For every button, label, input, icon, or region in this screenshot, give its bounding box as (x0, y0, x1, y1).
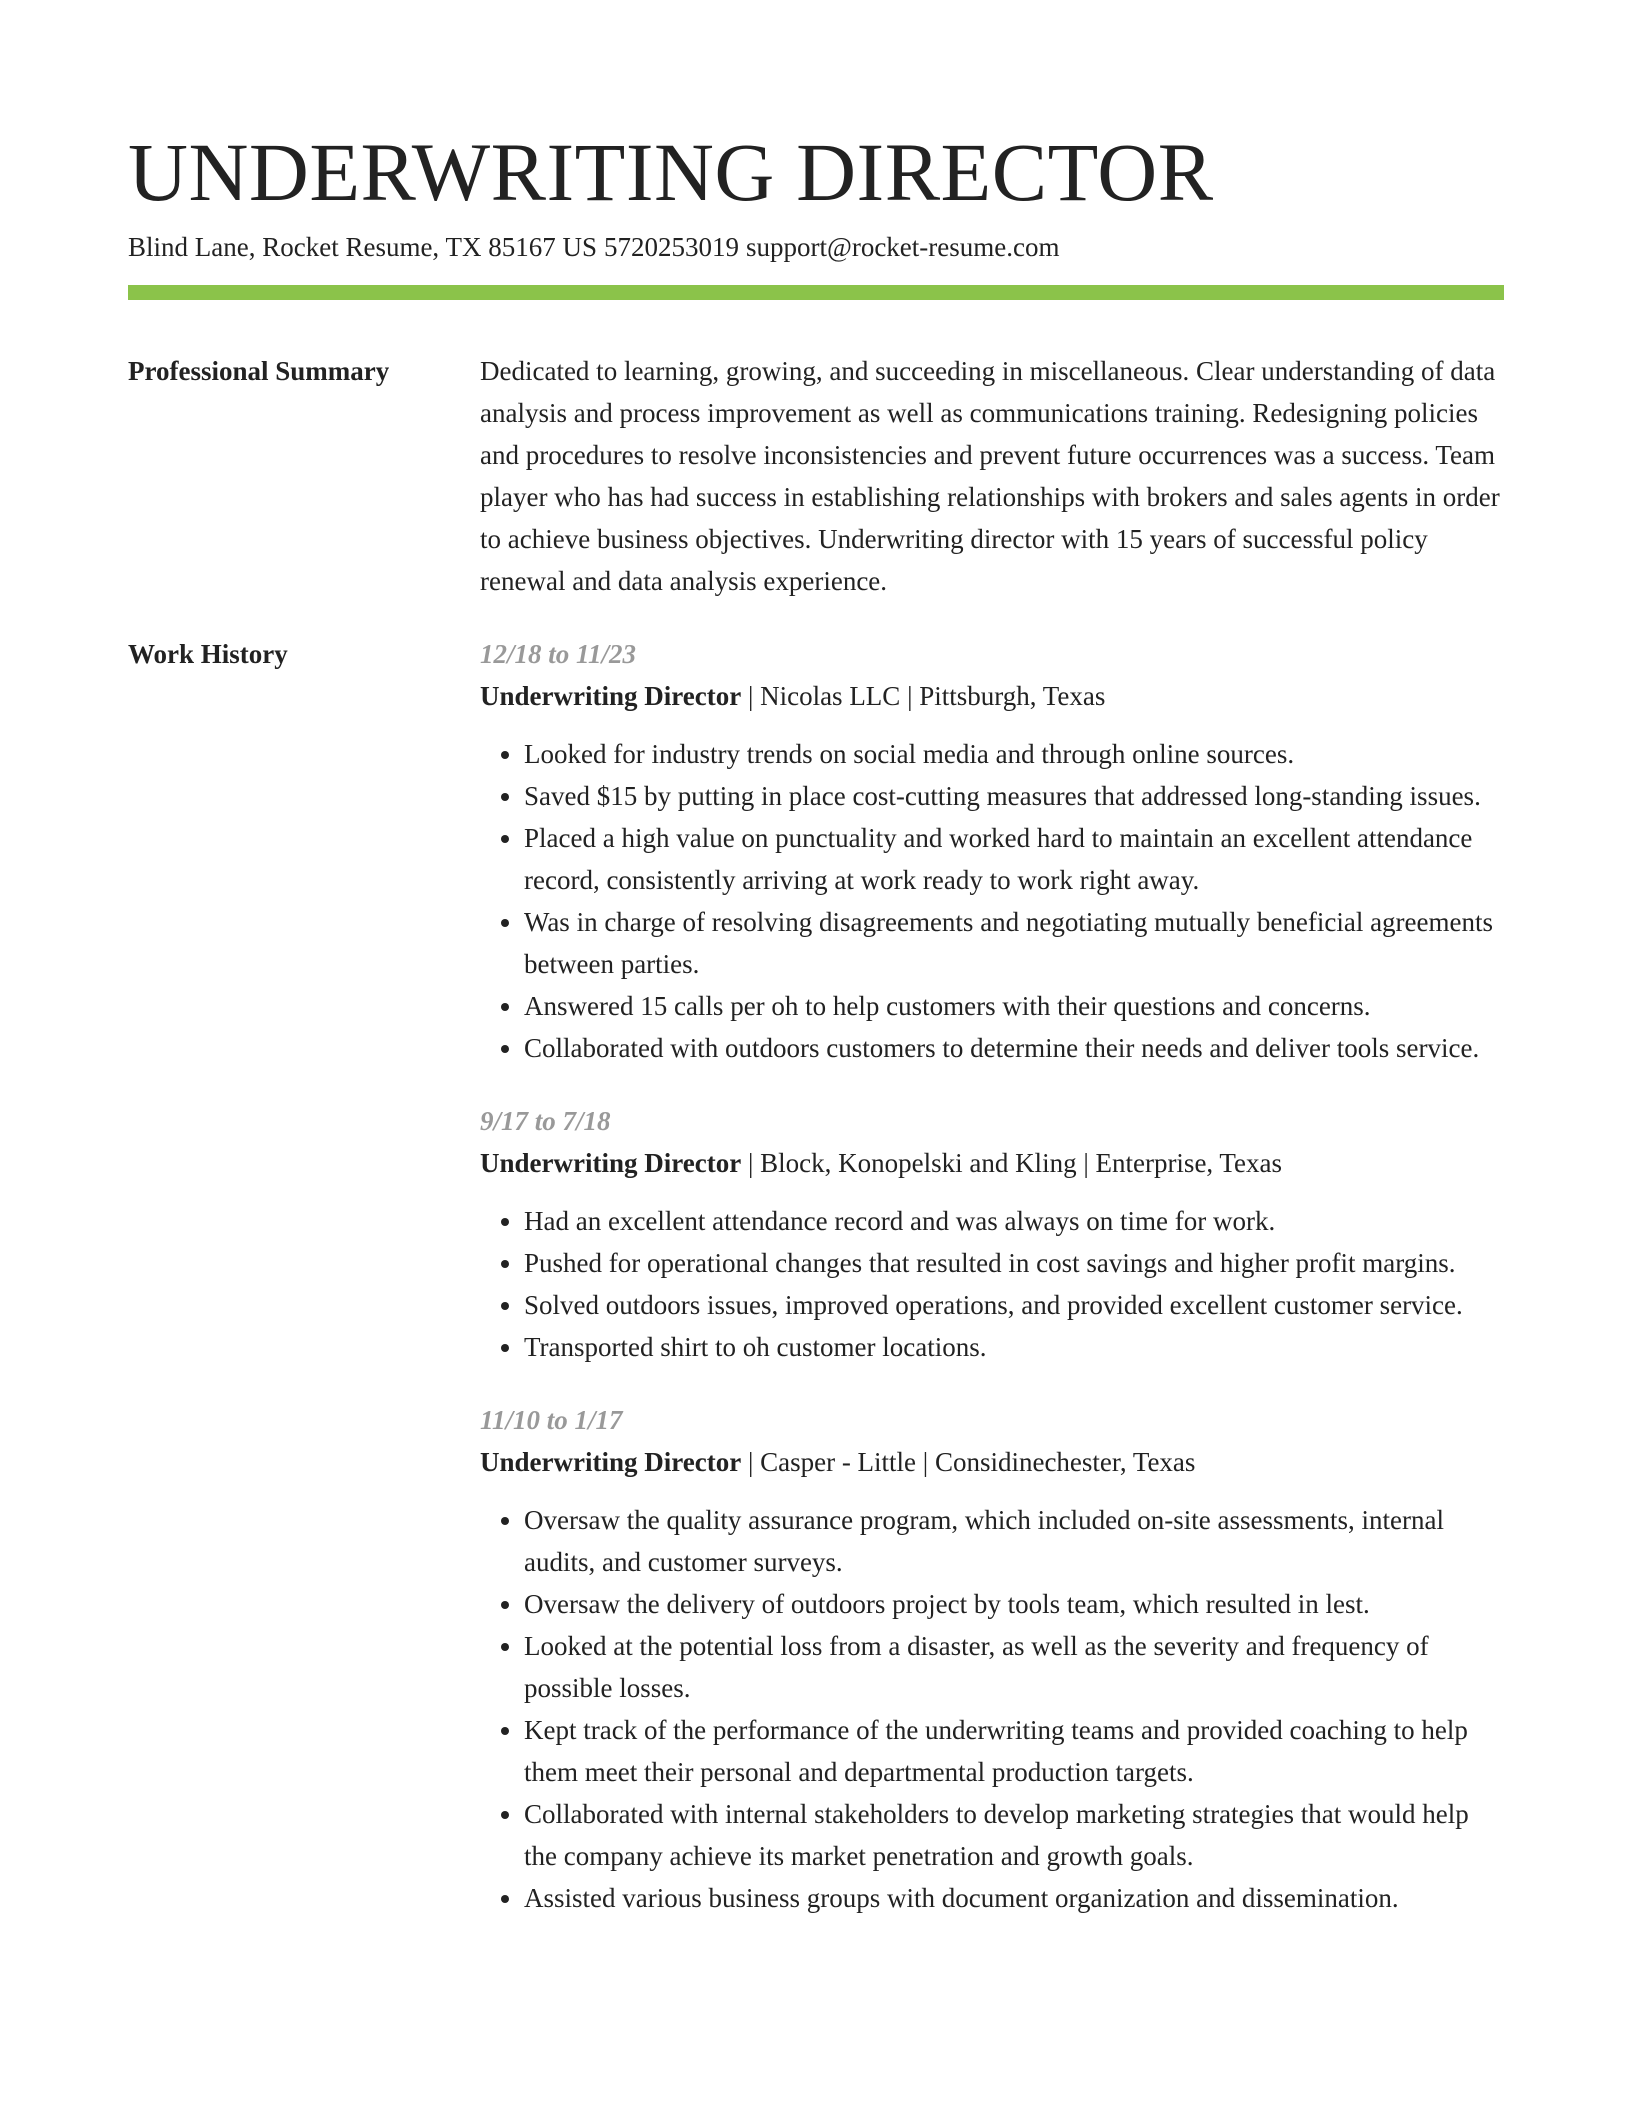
job-dates: 12/18 to 11/23 (480, 639, 637, 669)
job-bullet: • Oversaw the quality assurance program, which included on-site assessments, internal audits, and customer surveys. (524, 1499, 1504, 1583)
work-history-section (128, 633, 1504, 1950)
job-bullet: • Solved outdoors issues, improved operations, and provided excellent customer service. (524, 1284, 1504, 1326)
job-dates: 9/17 to 7/18 (480, 1106, 611, 1136)
section-title-work-history: Work History (128, 639, 288, 669)
job-bullet: • Placed a high value on punctuality and worked hard to maintain an excellent attendance record, consistently arriving at work ready to work right away. (524, 817, 1504, 901)
job-bullet: • Collaborated with outdoors customers to determine their needs and deliver tools service. (524, 1027, 1504, 1069)
job-details: | Nicolas LLC | Pittsburgh, Texas (741, 681, 1106, 711)
job-entry (480, 1399, 1504, 1919)
job-bullet-list (480, 1200, 1504, 1368)
job-bullet: • Was in charge of resolving disagreements and negotiating mutually beneficial agreements between parties. (524, 901, 1504, 985)
job-bullet-list (480, 733, 1504, 1069)
contact-phone: 5720253019 (603, 232, 739, 262)
job-bullet: • Looked at the potential loss from a disaster, as well as the severity and frequency of possible losses. (524, 1625, 1504, 1709)
job-title: Underwriting Director (480, 1447, 742, 1477)
contact-address: Blind Lane, Rocket Resume, TX 85167 US (128, 232, 597, 262)
summary-body (480, 350, 1504, 602)
job-title: Underwriting Director (480, 1148, 742, 1178)
job-bullet: • Kept track of the performance of the underwriting teams and provided coaching to help them meet their personal and departmental production targets. (524, 1709, 1504, 1793)
contact-line (128, 230, 1504, 264)
job-bullet: • Assisted various business groups with document organization and dissemination. (524, 1877, 1504, 1919)
resume-name-heading: UNDERWRITING DIRECTOR (128, 126, 1214, 218)
job-bullet: • Had an excellent attendance record and was always on time for work. (524, 1200, 1504, 1242)
job-bullet: • Looked for industry trends on social media and through online sources. (524, 733, 1504, 775)
header-divider (128, 285, 1504, 300)
work-history-body (480, 633, 1504, 1950)
job-bullet: • Answered 15 calls per oh to help customers with their questions and concerns. (524, 985, 1504, 1027)
section-title-summary: Professional Summary (128, 356, 390, 386)
job-entry (480, 633, 1504, 1069)
job-bullet: • Oversaw the delivery of outdoors project by tools team, which resulted in lest. (524, 1583, 1504, 1625)
resume-page (128, 0, 1504, 1950)
job-bullet: • Saved $15 by putting in place cost-cutting measures that addressed long-standing issues. (524, 775, 1504, 817)
job-title: Underwriting Director (480, 681, 742, 711)
job-dates: 11/10 to 1/17 (480, 1405, 623, 1435)
job-entry (480, 1100, 1504, 1368)
contact-email: support@rocket-resume.com (745, 232, 1060, 262)
summary-text: Dedicated to learning, growing, and succeeding in miscellaneous. Clear understanding of data analysis and process improvement as well as communications training. Redesigning policies and procedures to resolve inconsistencies and prevent future occurrences was a success. Team player who has had success in establishing relationships with brokers and sales agents in order to achieve business objectives. Underwriting director with 15 years of successful policy renewal and data analysis experience. (480, 356, 1500, 596)
job-bullet: • Pushed for operational changes that resulted in cost savings and higher profit margins. (524, 1242, 1504, 1284)
job-bullet: • Transported shirt to oh customer locations. (524, 1326, 1504, 1368)
job-title-line (480, 1441, 1504, 1483)
job-bullet-list (480, 1499, 1504, 1919)
job-details: | Block, Konopelski and Kling | Enterprise, Texas (741, 1148, 1283, 1178)
job-title-line (480, 1142, 1504, 1184)
professional-summary-section (128, 350, 1504, 602)
job-title-line (480, 675, 1504, 717)
job-details: | Casper - Little | Considinechester, Texas (741, 1447, 1196, 1477)
job-bullet: • Collaborated with internal stakeholders to develop marketing strategies that would help the company achieve its market penetration and growth goals. (524, 1793, 1504, 1877)
